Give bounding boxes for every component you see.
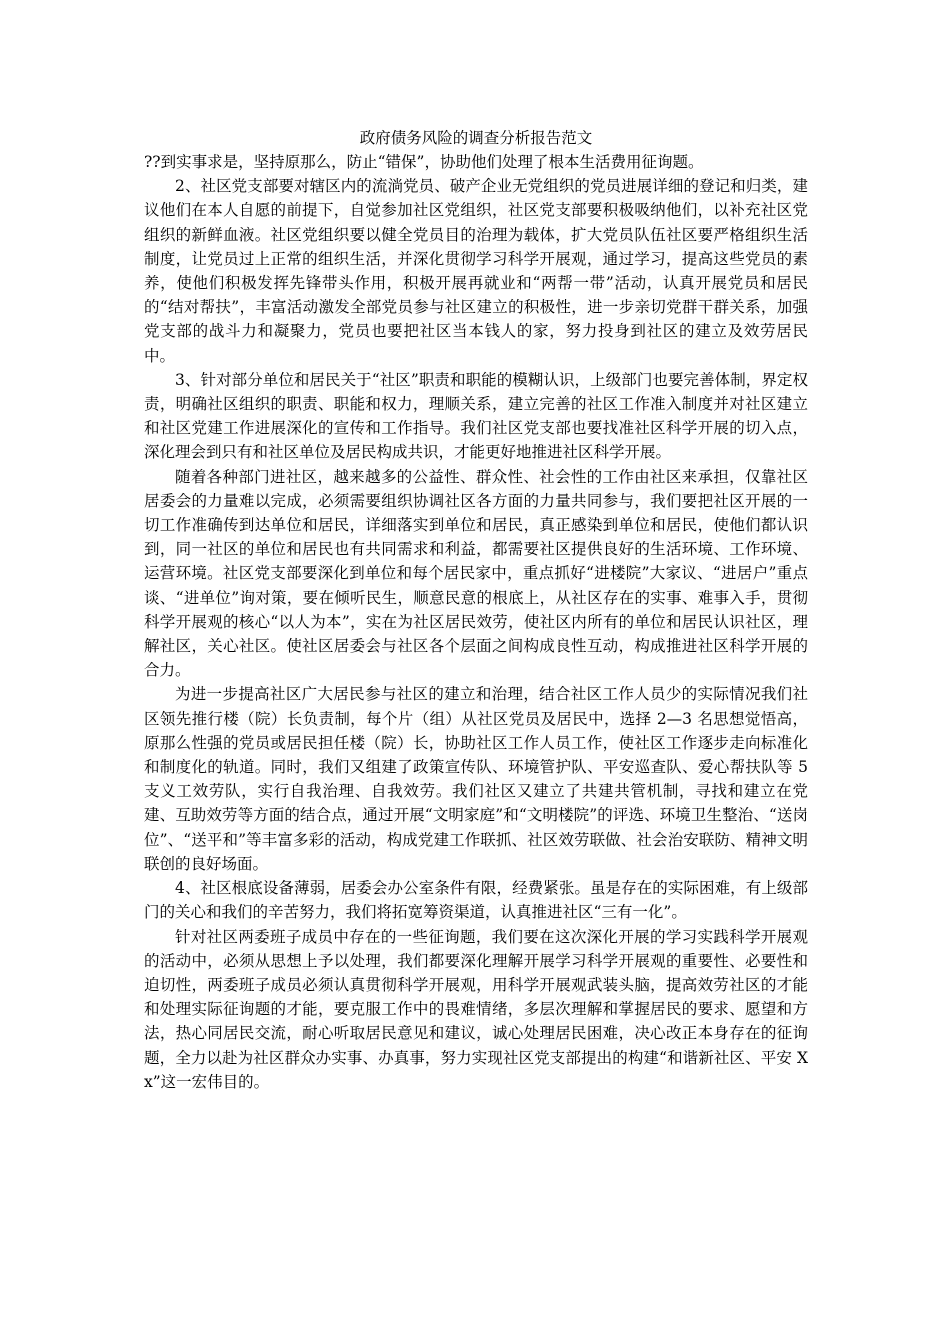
paragraph-item-3: 3、针对部分单位和居民关于“社区”职责和职能的模糊认识，上级部门也要完善体制，界定权责，明确社区组织的职责、职能和权力，理顺关系，建立完善的社区工作准入制度并对社区建立和社区党建工作进展深化的宣传和工作指导。我们社区党支部也要找准社区科学开展的切入点，深化理会到只有和社区单位及居民构成共识，才能更好地推进社区科学开展。 (144, 370, 808, 462)
document-page (144, 126, 808, 1094)
document-title: 政府债务风险的调查分析报告范文 (359, 129, 593, 147)
paragraph-continuation: ??到实事求是，坚持原那么，防止“错保”，协助他们处理了根本生活费用征询题。 (144, 153, 704, 171)
paragraph-item-4: 4、社区根底设备薄弱，居委会办公室条件有限，经费紧张。虽是存在的实际困难，有上级部门的关心和我们的辛苦努力，我们将拓宽筹资渠道，认真推进社区“三有一化”。 (144, 879, 808, 922)
paragraph-departments: 随着各种部门进社区，越来越多的公益性、群众性、社会性的工作由社区来承担，仅靠社区居委会的力量难以完成，必须需要组织协调社区各方面的力量共同参与，我们要把社区开展的一切工作准确传到达单位和居民，详细落实到单位和居民，真正感染到单位和居民，使他们都认识到，同一社区的单位和居民也有共同需求和利益，都需要社区提供良好的生活环境、工作环境、运营环境。社区党支部要深化到单位和每个居民家中，重点抓好“进楼院”大家议、“进居户”重点谈、“进单位”询对策，要在倾听民生，顺意民意的根底上，从社区存在的实事、难事入手，贯彻科学开展观的核心“以人为本”，实在为社区居民效劳，使社区内所有的单位和居民认识社区，理解社区，关心社区。使社区居委会与社区各个层面之间构成良性互动，构成推进社区科学开展的合力。 (144, 467, 808, 680)
paragraph-item-2: 2、社区党支部要对辖区内的流淌党员、破产企业无党组织的党员进展详细的登记和归类，建议他们在本人自愿的前提下，自觉参加社区党组织，社区党支部要积极吸纳他们，以补充社区党组织的新鲜血液。社区党组织要以健全党员目的治理为载体，扩大党员队伍社区要严格组织生活制度，让党员过上正常的组织生活，并深化贯彻学习科学开展观，通过学习，提高这些党员的素养，使他们积极发挥先锋带头作用，积极开展再就业和“两帮一带”活动，认真开展党员和居民的“结对帮扶”，丰富活动激发全部党员参与社区建立的积极性，进一步亲切党群干群关系，加强党支部的战斗力和凝聚力，党员也要把社区当本钱人的家，努力投身到社区的建立及效劳居民中。 (144, 177, 808, 365)
paragraph-conclusion: 针对社区两委班子成员中存在的一些征询题，我们要在这次深化开展的学习实践科学开展观的活动中，必须从思想上予以处理，我们都要深化理解开展学习科学开展观的重要性、必要性和迫切性，两委班子成员必须认真贯彻科学开展观，用科学开展观武装头脑，提高效劳社区的才能和处理实际征询题的才能，要克服工作中的畏难情绪，多层次理解和掌握居民的要求、愿望和方法，热心同居民交流，耐心听取居民意见和建议，诚心处理居民困难，决心改正本身存在的征询题，全力以赴为社区群众办实事、办真事，努力实现社区党支部提出的构建“和谐新社区、平安 Xx”这一宏伟目的。 (144, 927, 808, 1091)
paragraph-building-leaders: 为进一步提高社区广大居民参与社区的建立和治理，结合社区工作人员少的实际情况我们社区领先推行楼（院）长负责制，每个片（组）从社区党员及居民中，选择 2—3 名思想觉悟高，原那么性强的党员或居民担任楼（院）长，协助社区工作人员工作，使社区工作逐步走向标准化和制度化的轨道。同时，我们又组建了政策宣传队、环境管护队、平安巡查队、爱心帮扶队等 5 支义工效劳队，实行自我治理、自我效劳。我们社区又建立了共建共管机制，寻找和建立在党建、互助效劳等方面的结合点，通过开展“文明家庭”和“文明楼院”的评选、环境卫生整治、“送岗位”、“送平和”等丰富多彩的活动，构成党建工作联抓、社区效劳联做、社会治安联防、精神文明联创的良好场面。 (144, 685, 808, 873)
